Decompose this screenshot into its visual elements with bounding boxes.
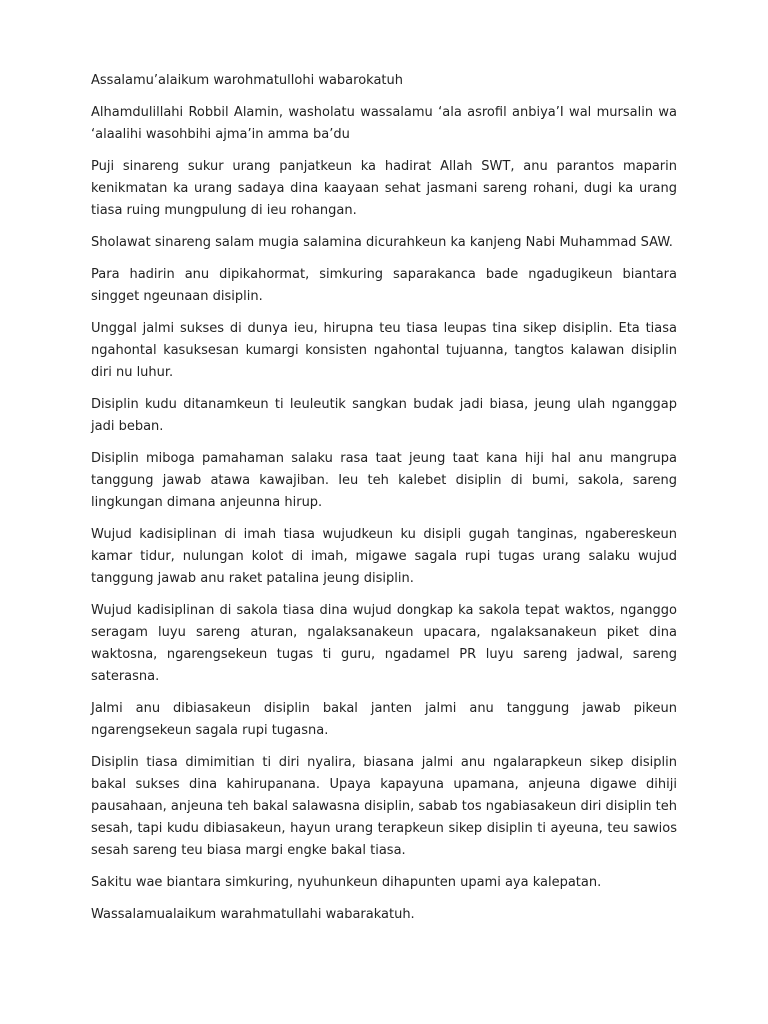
paragraph-early-discipline: Disiplin kudu ditanamkeun ti leuleutik sangkan budak jadi biasa, jeung ulah nganggap jadi beban. [91,397,677,434]
greeting-opening: Assalamu’alaikum warohmatullohi wabarokatuh [91,73,403,88]
paragraph-responsibility: Jalmi anu dibiasakeun disiplin bakal janten jalmi anu tanggung jawab pikeun ngarengsekeun sagala rupi tugasna. [91,701,677,738]
paragraph-hamdalah: Alhamdulillahi Robbil Alamin, washolatu wassalamu ‘ala asrofil anbiya’I wal mursalin wa ‘alaalihi wasohbihi ajma’in amma ba’du [91,105,677,142]
paragraph-home: Wujud kadisiplinan di imah tiasa wujudkeun ku disipli gugah tanginas, ngabereskeun kamar tidur, nulungan kolot di imah, migawe sagala rupi tugas urang salaku wujud tanggung jawab anu raket patalina jeung disiplin. [91,527,677,586]
document-page [91,70,677,936]
paragraph-success: Unggal jalmi sukses di dunya ieu, hirupna teu tiasa leupas tina sikep disiplin. Eta tiasa ngahontal kasuksesan kumargi konsisten ngahontal tujuanna, tangtos kalawan disiplin diri nu luhur. [91,321,677,380]
paragraph-gratitude: Puji sinareng sukur urang panjatkeun ka hadirat Allah SWT, anu parantos maparin kenikmatan ka urang sadaya dina kaayaan sehat jasmani sareng rohani, dugi ka urang tiasa ruing mungpulung di ieu rohangan. [91,159,677,218]
paragraph-audience: Para hadirin anu dipikahormat, simkuring saparakanca bade ngadugikeun biantara singget ngeunaan disiplin. [91,267,677,304]
paragraph-school: Wujud kadisiplinan di sakola tiasa dina wujud dongkap ka sakola tepat waktos, nganggo seragam luyu sareng aturan, ngalaksanakeun upacara, ngalaksanakeun piket dina waktosna, ngarengsekeun tugas ti guru, ngadamel PR luyu sareng jadwal, sareng saterasna. [91,603,677,684]
greeting-closing: Wassalamualaikum warahmatullahi wabarakatuh. [91,907,415,922]
paragraph-closing: Sakitu wae biantara simkuring, nyuhunkeun dihapunten upami aya kalepatan. [91,875,602,890]
paragraph-self: Disiplin tiasa dimimitian ti diri nyalira, biasana jalmi anu ngalarapkeun sikep disiplin bakal sukses dina kahirupanana. Upaya kapayuna upamana, anjeuna digawe dihiji pausahaan, anjeuna teh bakal salawasna disiplin, sabab tos ngabiasakeun diri disiplin teh sesah, tapi kudu dibiasakeun, hayun urang terapkeun sikep disiplin ti ayeuna, teu sawios sesah sareng teu biasa margi engke bakal tiasa. [91,755,677,858]
paragraph-definition: Disiplin miboga pamahaman salaku rasa taat jeung taat kana hiji hal anu mangrupa tanggung jawab atawa kawajiban. Ieu teh kalebet disiplin di bumi, sakola, sareng lingkungan dimana anjeunna hirup. [91,451,677,510]
paragraph-sholawat: Sholawat sinareng salam mugia salamina dicurahkeun ka kanjeng Nabi Muhammad SAW. [91,235,673,250]
